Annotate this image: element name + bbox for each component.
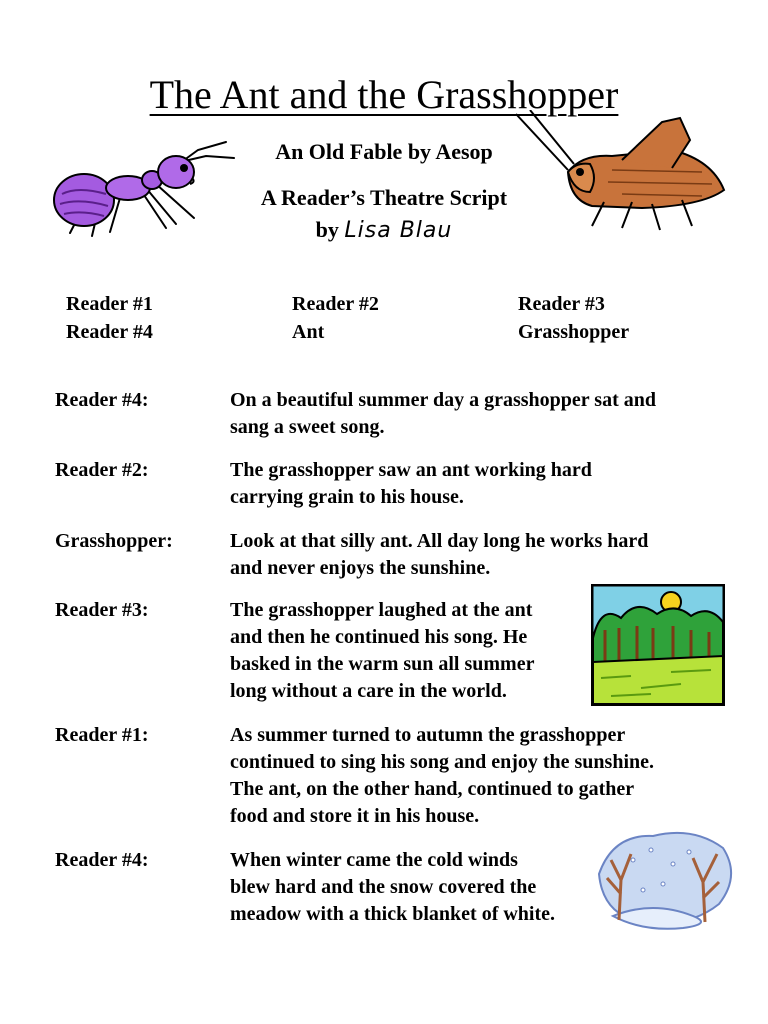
script-type: A Reader’s Theatre Script [260,185,508,210]
dialogue-line: meadow with a thick blanket of white. [230,903,556,925]
fable-attribution: An Old Fable by Aesop [275,139,493,164]
dialogue-line: The grasshopper laughed at the ant [230,599,533,621]
dialogue-text [230,528,648,582]
dialogue-line: When winter came the cold winds [230,849,518,871]
speaker-label: Reader #2: [55,459,149,481]
author-name: Lisa Blau [344,218,453,243]
dialogue-line: The ant, on the other hand, continued to gather [230,778,635,800]
cast-column-1 [66,290,153,346]
dialogue-line: The grasshopper saw an ant working hard [230,459,592,481]
cast-column-2 [292,290,379,346]
by-label: by [315,217,339,242]
dialogue-line: long without a care in the world. [230,680,507,702]
cast-name: Reader #2 [292,293,379,315]
speaker-label: Reader #4: [55,849,149,871]
cast-name: Reader #3 [518,293,605,315]
grasshopper-image [512,110,732,235]
cast-name: Ant [292,321,325,343]
speaker-label: Grasshopper: [55,530,173,552]
dialogue-line: sang a sweet song. [230,416,385,438]
dialogue-line: As summer turned to autumn the grasshopper [230,724,626,746]
speaker-label: Reader #4: [55,389,149,411]
dialogue-text [230,457,592,511]
dialogue-line: and then he continued his song. He [230,626,528,648]
dialogue-line: and never enjoys the sunshine. [230,557,491,579]
dialogue-line: continued to sing his song and enjoy the sunshine. [230,751,655,773]
cast-name: Reader #4 [66,321,153,343]
dialogue-line: carrying grain to his house. [230,486,464,508]
dialogue-line: blew hard and the snow covered the [230,876,537,898]
cast-name: Grasshopper [518,321,630,343]
speaker-label: Reader #1: [55,724,149,746]
page-title: The Ant and the Grasshopper [149,72,619,117]
ant-image [48,128,238,243]
dialogue-line: basked in the warm sun all summer [230,653,535,675]
dialogue-text [230,847,555,928]
dialogue-line: food and store it in his house. [230,805,480,827]
cast-column-3 [518,290,629,346]
dialogue-line: On a beautiful summer day a grasshopper sat and [230,389,656,411]
dialogue-text [230,387,656,441]
dialogue-text [230,722,654,830]
speaker-label: Reader #3: [55,599,149,621]
summer-landscape-image [591,584,725,706]
dialogue-line: Look at that silly ant. All day long he works hard [230,530,649,552]
cast-name: Reader #1 [66,293,153,315]
dialogue-text [230,597,534,705]
winter-snow-image [593,824,741,934]
